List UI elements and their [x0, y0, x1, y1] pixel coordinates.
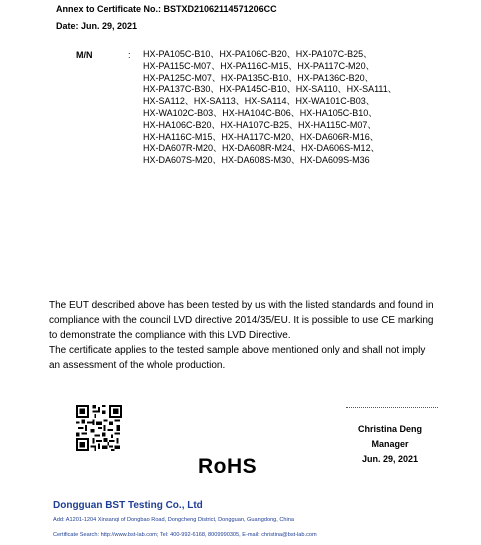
- model-line: HX-PA125C-M07、HX-PA135C-B10、HX-PA136C-B20、: [143, 72, 374, 83]
- certificate-date: Date: Jun. 29, 2021: [56, 21, 138, 31]
- statement-line: compliance with the council LVD directive 2014/35/EU. It is possible to use CE marking: [49, 315, 434, 326]
- compliance-statement: [49, 298, 474, 373]
- signer-title: Manager: [371, 439, 409, 449]
- model-line: HX-WA102C-B03、HX-HA104C-B06、HX-HA105C-B10、: [143, 107, 378, 118]
- model-number-colon: :: [128, 50, 131, 60]
- model-line: HX-PA115C-M07、HX-PA116C-M15、HX-PA117C-M20、: [143, 60, 375, 71]
- statement-line: The EUT described above has been tested by us with the listed standards and found in: [49, 300, 434, 311]
- company-address: Add: A1201-1204 Xinsanqi of Dongbao Road, Dongcheng District, Dongguan, Guangdong, China: [53, 517, 295, 523]
- model-line: HX-HA116C-M15、HX-HA117C-M20、HX-DA606R-M16、: [143, 131, 379, 142]
- model-number-list: [143, 49, 397, 167]
- model-line: HX-PA137C-B30、HX-PA145C-B10、HX-SA110、HX-SA111、: [143, 84, 397, 95]
- model-line: HX-HA106C-B20、HX-HA107C-B25、HX-HA115C-M07、: [143, 119, 377, 130]
- statement-line: The certificate applies to the tested sample above mentioned only and shall not imply: [49, 345, 426, 356]
- company-name: Dongguan BST Testing Co., Ltd: [53, 500, 203, 511]
- signature-line: [346, 407, 438, 408]
- model-number-label: M/N: [76, 50, 93, 60]
- rohs-logo: RoHS: [198, 455, 258, 478]
- qr-code-icon: [76, 405, 122, 451]
- signature-date: Jun. 29, 2021: [361, 454, 419, 464]
- model-line: HX-DA607S-M20、HX-DA608S-M30、HX-DA609S-M36: [143, 155, 370, 166]
- signer-name: Christina Deng: [357, 424, 422, 434]
- model-line: HX-PA105C-B10、HX-PA106C-B20、HX-PA107C-B25、: [143, 49, 373, 59]
- model-line: HX-DA607R-M20、HX-DA608R-M24、HX-DA606S-M12、: [143, 143, 380, 154]
- model-line: HX-SA112、HX-SA113、HX-SA114、HX-WA101C-B03、: [143, 96, 375, 107]
- certificate-number: Annex to Certificate No.: BSTXD21062114571206CC: [56, 4, 277, 14]
- signature-block: [320, 422, 460, 467]
- certificate-search-info: Certificate Search: http://www.bst-lab.com; Tel: 400-992-6168, 8009990305, E-mail: christina@bst-lab.com: [53, 532, 317, 538]
- statement-line: to demonstrate the compliance with this LVD Directive.: [49, 330, 291, 341]
- statement-line: an assessment of the whole production.: [49, 360, 226, 371]
